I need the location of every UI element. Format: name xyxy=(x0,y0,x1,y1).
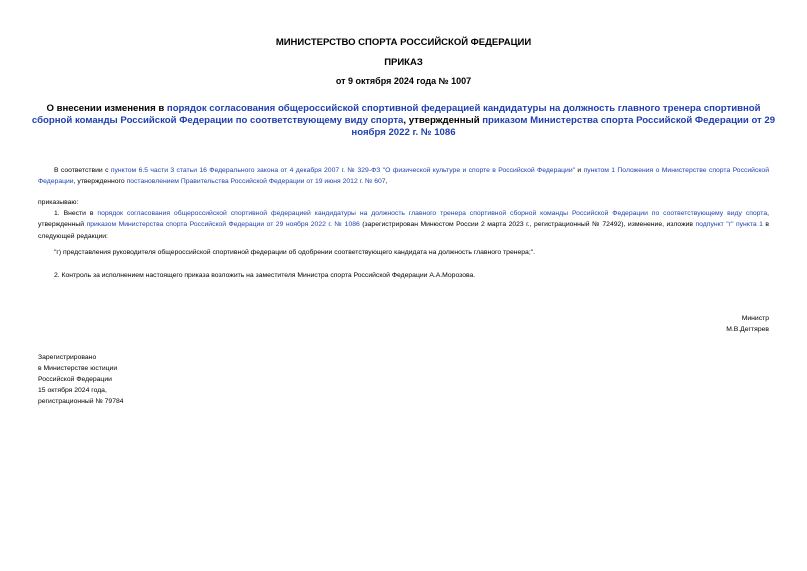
signature-position: Министр xyxy=(741,315,769,322)
order-word: приказываю: xyxy=(38,199,79,206)
preamble-paragraph xyxy=(38,165,769,188)
preamble-text-a: В соответствии с xyxy=(54,167,111,174)
preamble-text-b: и xyxy=(575,167,584,174)
document-date-number: от 9 октября 2024 года № 1007 xyxy=(335,76,472,86)
title-text-2: , утвержденный xyxy=(403,115,483,126)
preamble-text-c: , утвержденного xyxy=(73,178,127,186)
document-type: ПРИКАЗ xyxy=(384,57,423,68)
preamble-link-regulation[interactable]: пунктом 1 Положения о Министерстве спорта Российской Федерации xyxy=(38,167,770,186)
ministry-heading: МИНИСТЕРСТВО СПОРТА РОССИЙСКОЙ ФЕДЕРАЦИИ xyxy=(275,37,532,48)
clause-1-text-b: , утвержденный xyxy=(38,210,769,229)
clause-1-link-subclause[interactable]: подпункт "г" пункта 1 xyxy=(695,221,763,229)
title-link-procedure[interactable]: порядок согласования общероссийской спортивной федерацией кандидатуры на должность главного тренера спортивной сборной команды Российской Федерации по соответствующему виду спорта xyxy=(31,103,761,126)
registration-line: Зарегистрировано xyxy=(38,354,97,361)
title-text-1: О внесении изменения в xyxy=(46,103,167,114)
registration-line: 15 октября 2024 года, xyxy=(38,387,107,394)
title-link-order[interactable]: приказом Министерства спорта Российской Федерации от 29 ноября 2022 г. № 1086 xyxy=(351,115,776,138)
preamble-link-decree[interactable]: постановлением Правительства Российской Федерации от 19 июня 2012 г. № 607 xyxy=(126,178,386,186)
clause-1-link-procedure[interactable]: порядок согласования общероссийской спортивной федерацией кандидатуры на должность главного тренера спортивной сборной команды Российской Федерации по соответствующему виду спорта xyxy=(97,210,768,217)
clause-1-text-a: 1. Внести в xyxy=(54,210,98,217)
preamble-link-federal-law[interactable]: пунктом 6.5 части 3 статьи 16 Федерального закона от 4 декабря 2007 г. № 329-ФЗ "О физической культуре и спорте в Российской Федерации" xyxy=(110,167,576,174)
registration-line: Российской Федерации xyxy=(38,376,112,383)
registration-line: в Министерстве юстиции xyxy=(38,365,118,372)
signature-name: М.В.Дегтярев xyxy=(726,326,769,333)
document-title xyxy=(30,103,777,139)
clause-1-link-order[interactable]: приказом Министерства спорта Российской Федерации от 29 ноября 2022 г. № 1086 xyxy=(86,221,360,229)
clause-2-paragraph: 2. Контроль за исполнением настоящего приказа возложить на заместителя Министра спорта Российской Федерации А.А.Морозова. xyxy=(54,272,476,279)
new-wording-paragraph: "г) представления руководителя общероссийской спортивной федерации об одобрении соответствующего кандидата на должность главного тренера;". xyxy=(54,249,536,256)
registration-line: регистрационный № 79784 xyxy=(38,398,124,405)
clause-1-text-c: (зарегистрирован Минюстом России 2 марта 2023 г., регистрационный № 72492), изменение, изложив xyxy=(359,221,696,229)
clause-1-paragraph xyxy=(38,208,769,242)
clause-1-text-d: в следующей редакции: xyxy=(38,221,770,240)
preamble-text-d: , xyxy=(385,178,388,186)
